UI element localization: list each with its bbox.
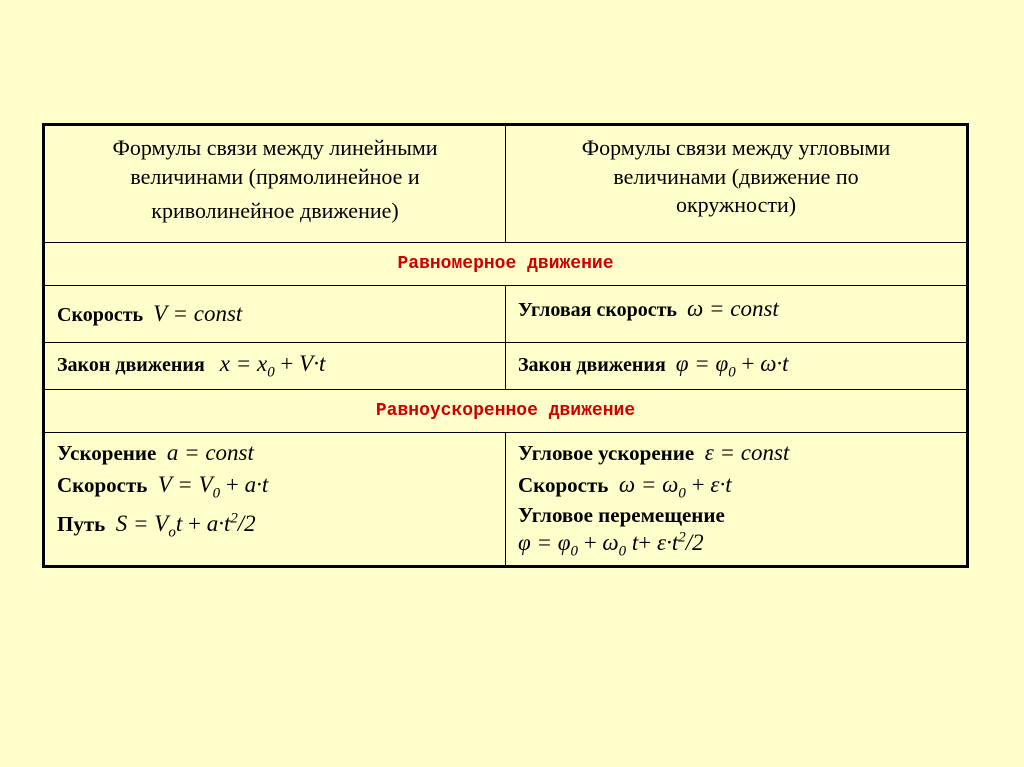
header-linear-line3: криволинейное движение): [151, 198, 399, 224]
uniform-speed-row: [44, 286, 968, 343]
accelerated-angular: [506, 433, 968, 567]
accel-label: Ускорение: [57, 441, 157, 465]
path-line: [57, 508, 493, 543]
uniform-law-row: [44, 343, 968, 390]
accel-line: [57, 437, 493, 469]
header-row: [44, 125, 968, 243]
path-label: Путь: [57, 511, 106, 536]
accel-speed-formula: $V = V_0 + a\cdot t$: [157, 471, 269, 502]
angular-accel-line: [518, 437, 954, 469]
header-linear: [44, 125, 506, 243]
law-formula: $x = x_0 + V\cdot t$: [219, 350, 326, 381]
accel-speed-label: Скорость: [57, 472, 148, 497]
section-row-uniform: [44, 243, 968, 286]
angular-accel-speed-line: [518, 469, 954, 504]
header-linear-line1: Формулы связи между линейными: [112, 135, 438, 160]
path-formula: $S = V_ot + a\cdot t^2/2$: [115, 510, 256, 541]
uniform-linear-law: [44, 343, 506, 390]
angular-speed-label: Угловая скорость: [518, 299, 677, 321]
header-angular-line1: Формулы связи между угловыми: [581, 135, 891, 160]
angular-accel-speed-label: Скорость: [518, 472, 609, 497]
angular-disp-label: Угловое перемещение: [518, 502, 725, 527]
accel-speed-line: [57, 469, 493, 504]
header-angular-line3: окружности): [675, 192, 797, 218]
accel-formula: a = const: [166, 440, 254, 465]
law-label: Закон движения: [57, 353, 205, 376]
formulas-table: [42, 123, 969, 568]
speed-formula: V = const: [153, 301, 243, 326]
angular-law-formula: $\varphi = \varphi_0 + \omega\cdot t$: [675, 350, 789, 381]
accelerated-linear: [44, 433, 506, 567]
speed-label: Скорость: [57, 304, 144, 326]
angular-disp-line: [518, 504, 954, 527]
angular-speed-formula: ω = const: [686, 296, 779, 321]
uniform-angular-speed: [506, 286, 968, 343]
section-title-accelerated: Равноускоренное движение: [44, 390, 968, 433]
uniform-linear-speed: [44, 286, 506, 343]
header-angular: [506, 125, 968, 243]
accelerated-row: [44, 433, 968, 567]
header-angular-line2: величинами (движение по: [613, 163, 859, 189]
angular-law-label: Закон движения: [518, 353, 666, 376]
section-title-uniform: Равномерное движение: [44, 243, 968, 286]
angular-accel-label: Угловое ускорение: [518, 441, 695, 465]
uniform-angular-law: [506, 343, 968, 390]
angular-accel-formula: ε = const: [704, 440, 790, 465]
angular-disp-formula-line: [518, 527, 954, 562]
angular-disp-formula: $\varphi = \varphi_0 + \omega_0$ $t+ \varepsilon\cdot t^2/2$: [518, 529, 704, 560]
header-linear-line2: величинами (прямолинейное и: [130, 163, 420, 189]
section-row-accelerated: [44, 390, 968, 433]
angular-accel-speed-formula: $\omega = \omega_0 + \varepsilon\cdot t$: [618, 471, 732, 502]
